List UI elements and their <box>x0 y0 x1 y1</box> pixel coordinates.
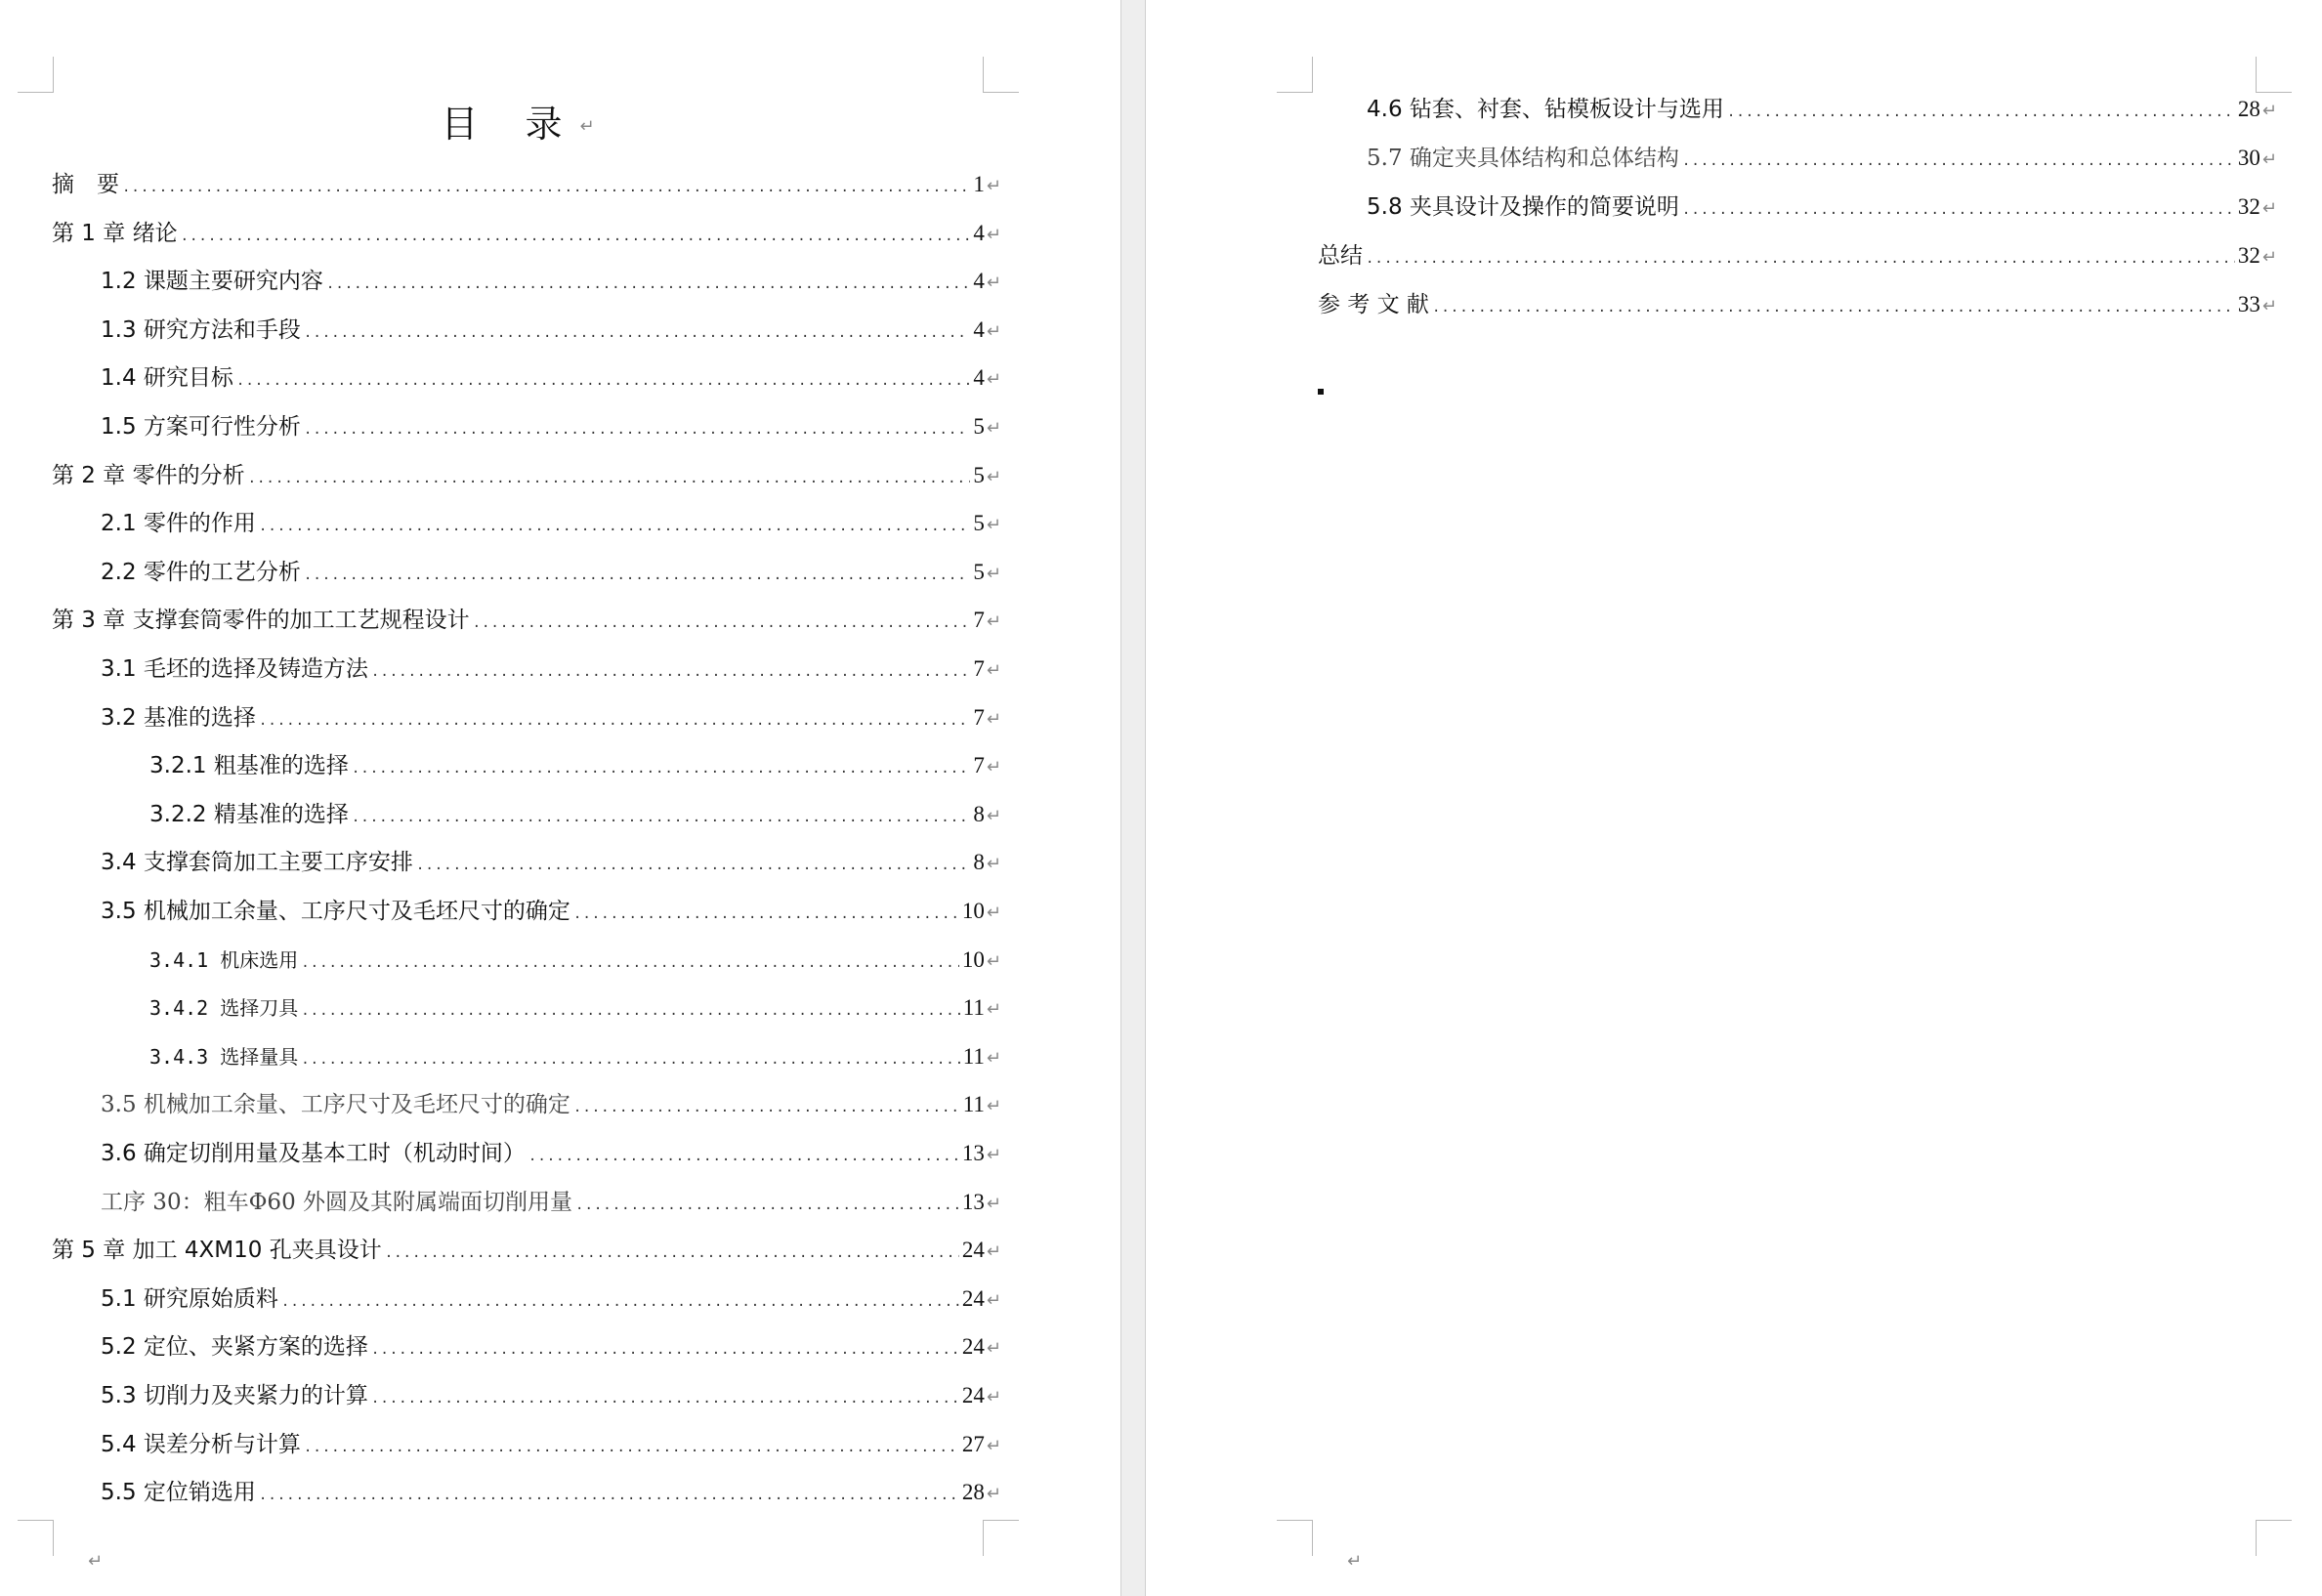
paragraph-mark: ↵ <box>2261 247 2277 268</box>
toc-leader-dots <box>304 317 971 349</box>
paragraph-mark: ↵ <box>986 224 1001 245</box>
paragraph-mark-footer: ↵ <box>88 1551 104 1572</box>
toc-entry[interactable] <box>101 1380 1001 1414</box>
toc-leader-dots <box>236 365 971 397</box>
toc-entry[interactable] <box>101 847 1001 881</box>
paragraph-mark: ↵ <box>986 466 1001 487</box>
toc-entry-page-number: 10 <box>961 946 985 972</box>
paragraph-mark: ↵ <box>986 854 1001 875</box>
toc-entry[interactable] <box>1318 289 2277 323</box>
paragraph-mark: ↵ <box>986 805 1001 826</box>
toc-entry-title: 5.7 确定夹具体结构和总体结构 <box>1367 146 1679 171</box>
toc-entry-title: 5.1 研究原始质料 <box>101 1285 278 1312</box>
toc-entry[interactable] <box>52 460 1001 494</box>
toc-entry[interactable] <box>101 315 1001 349</box>
toc-leader-dots <box>326 269 971 300</box>
toc-entry-title: 5.8 夹具设计及操作的简要说明 <box>1367 194 1679 220</box>
toc-entry[interactable] <box>52 605 1001 639</box>
toc-entry-page-number: 8 <box>973 850 985 875</box>
toc-entry-title: 1.5 方案可行性分析 <box>101 414 301 440</box>
paragraph-mark: ↵ <box>986 1338 1001 1360</box>
toc-entry-page-number: 4 <box>973 269 985 294</box>
toc-leader-dots <box>304 1432 959 1463</box>
toc-entry[interactable] <box>1367 143 2277 177</box>
toc-entry-page-number: 8 <box>973 801 985 826</box>
toc-entry[interactable] <box>149 799 1001 833</box>
toc-entry[interactable] <box>101 1187 1001 1221</box>
margin-corner-top-right <box>2256 57 2292 93</box>
toc-leader-dots <box>301 995 960 1027</box>
toc-entry[interactable] <box>101 508 1001 542</box>
document-page-2 <box>1146 0 2322 1596</box>
toc-leader-dots <box>304 560 971 591</box>
toc-entry-title: 3.4.3 选择量具 <box>149 1044 299 1069</box>
paragraph-mark: ↵ <box>2261 149 2277 170</box>
toc-entry-page-number: 24 <box>961 1383 985 1407</box>
paragraph-mark: ↵ <box>986 660 1001 681</box>
margin-corner-bottom-right <box>983 1520 1019 1556</box>
paragraph-mark: ↵ <box>986 1435 1001 1456</box>
paragraph-mark: ↵ <box>986 320 1001 342</box>
toc-entry-page-number: 7 <box>973 608 985 633</box>
toc-entry[interactable] <box>101 653 1001 688</box>
margin-corner-top-left <box>18 57 54 93</box>
toc-entry-page-number: 4 <box>973 316 985 342</box>
toc-leader-dots <box>122 172 970 203</box>
toc-entry-title: 3.4.1 机床选用 <box>149 947 299 972</box>
toc-entry-title: 第 2 章 零件的分析 <box>52 462 245 488</box>
toc-entry[interactable] <box>52 1235 1001 1269</box>
toc-entry-title: 3.1 毛坯的选择及铸造方法 <box>101 656 368 682</box>
toc-entry-title: 参 考 文 献 <box>1318 292 1429 317</box>
toc-entry[interactable] <box>52 218 1001 252</box>
margin-corner-bottom-left <box>1277 1520 1313 1556</box>
paragraph-mark: ↵ <box>986 176 1001 196</box>
paragraph-mark: ↵ <box>986 708 1001 730</box>
toc-entry-title: 5.5 定位销选用 <box>101 1480 256 1506</box>
toc-entry[interactable] <box>101 896 1001 930</box>
paragraph-mark: ↵ <box>579 116 595 137</box>
toc-entry[interactable] <box>101 1283 1001 1318</box>
toc-entry[interactable] <box>101 1429 1001 1463</box>
paragraph-mark: ↵ <box>2261 296 2277 316</box>
toc-entry-page-number: 32 <box>2237 243 2260 268</box>
toc-entry-title: 1.4 研究目标 <box>101 365 233 392</box>
toc-leader-dots <box>259 705 971 736</box>
toc-entry-page-number: 10 <box>961 899 985 923</box>
toc-leader-dots <box>259 1480 959 1511</box>
toc-entry-page-number: 30 <box>2237 146 2260 170</box>
toc-leader-dots <box>385 1238 959 1269</box>
toc-entry-title: 第 1 章 绪论 <box>52 220 178 246</box>
toc-entry-page-number: 7 <box>973 704 985 730</box>
toc-entry-title: 3.2.1 粗基准的选择 <box>149 753 349 779</box>
toc-entry-title: 3.5 机械加工余量、工序尺寸及毛坯尺寸的确定 <box>101 899 570 924</box>
toc-entry[interactable] <box>101 1477 1001 1511</box>
paragraph-mark: ↵ <box>986 1484 1001 1505</box>
toc-leader-dots <box>301 1044 960 1075</box>
page-gap <box>1120 0 1146 1596</box>
toc-entry[interactable] <box>101 702 1001 736</box>
toc-entry-page-number: 7 <box>973 656 985 681</box>
paragraph-mark: ↵ <box>986 757 1001 778</box>
paragraph-mark: ↵ <box>986 369 1001 391</box>
toc-entry-page-number: 24 <box>961 1238 985 1263</box>
toc-entry-page-number: 1 <box>973 172 985 196</box>
toc-entry-title: 工序 30：粗车Φ60 外圆及其附属端面切削用量 <box>101 1189 573 1215</box>
toc-entry-page-number: 11 <box>962 1043 985 1069</box>
toc-entry-page-number: 11 <box>962 1092 985 1117</box>
toc-entry-page-number: 4 <box>973 220 985 245</box>
toc-leader-dots <box>301 947 959 979</box>
toc-leader-dots <box>304 414 971 445</box>
paragraph-mark: ↵ <box>2261 101 2277 121</box>
toc-leader-dots <box>181 221 971 252</box>
toc-entry[interactable] <box>101 557 1001 591</box>
toc-entry-title: 3.2 基准的选择 <box>101 704 256 731</box>
toc-entry-title: 3.4 支撑套筒加工主要工序安排 <box>101 850 413 876</box>
margin-corner-bottom-right <box>2256 1520 2292 1556</box>
toc-entry-title: 3.6 确定切削用量及基本工时（机动时间） <box>101 1141 526 1166</box>
toc-entry-page-number: 24 <box>961 1334 985 1360</box>
toc-entry[interactable] <box>101 1138 1001 1172</box>
toc-entry-title: 摘 要 <box>52 172 119 197</box>
margin-corner-top-left <box>1277 57 1313 93</box>
toc-leader-dots <box>248 463 971 494</box>
toc-entry-title: 2.2 零件的工艺分析 <box>101 559 301 585</box>
paragraph-mark: ↵ <box>986 1096 1001 1117</box>
toc-entry-title: 5.3 切削力及夹紧力的计算 <box>101 1383 368 1408</box>
toc-title <box>0 94 1035 147</box>
toc-entry-page-number: 5 <box>973 511 985 536</box>
toc-leader-dots <box>371 656 971 688</box>
toc-entry[interactable] <box>149 945 1001 979</box>
toc-entry-page-number: 4 <box>973 365 985 391</box>
toc-entry-page-number: 27 <box>961 1431 985 1456</box>
toc-leader-dots <box>1682 146 2235 177</box>
toc-title-text: 目 录 <box>441 103 580 146</box>
toc-entry[interactable] <box>101 1089 1001 1123</box>
toc-leader-dots <box>1682 194 2235 226</box>
paragraph-mark: ↵ <box>986 1193 1001 1214</box>
document-page-1 <box>0 0 1120 1596</box>
toc-entry[interactable] <box>149 992 1001 1027</box>
toc-entry[interactable] <box>1367 94 2277 128</box>
toc-entry[interactable] <box>1318 240 2277 274</box>
toc-leader-dots <box>575 1190 959 1221</box>
toc-entry-title: 第 3 章 支撑套筒零件的加工工艺规程设计 <box>52 608 470 634</box>
toc-entry-page-number: 7 <box>973 753 985 778</box>
paragraph-mark: ↵ <box>986 1047 1001 1069</box>
paragraph-mark: ↵ <box>986 999 1001 1021</box>
paragraph-mark: ↵ <box>986 1145 1001 1165</box>
toc-entry-page-number: 24 <box>961 1285 985 1311</box>
toc-leader-dots <box>416 850 971 881</box>
paragraph-mark: ↵ <box>986 1241 1001 1263</box>
toc-entry-title: 2.1 零件的作用 <box>101 511 256 537</box>
toc-leader-dots <box>371 1334 959 1365</box>
toc-entry-title: 第 5 章 加工 4XM10 孔夹具设计 <box>52 1238 382 1264</box>
empty-paragraph-bullet <box>1318 389 1324 395</box>
toc-leader-dots <box>573 899 959 930</box>
toc-entry[interactable] <box>149 1041 1001 1075</box>
paragraph-mark: ↵ <box>986 903 1001 923</box>
toc-entry-title: 5.2 定位、夹紧方案的选择 <box>101 1334 368 1361</box>
toc-entry[interactable] <box>52 169 1001 203</box>
paragraph-mark: ↵ <box>986 273 1001 294</box>
toc-leader-dots <box>528 1141 959 1172</box>
toc-entry-page-number: 28 <box>2237 97 2260 121</box>
toc-entry[interactable] <box>1367 191 2277 226</box>
toc-leader-dots <box>259 511 971 542</box>
toc-entry-title: 总结 <box>1318 243 1363 269</box>
paragraph-mark: ↵ <box>2261 198 2277 219</box>
paragraph-mark: ↵ <box>986 1289 1001 1311</box>
toc-entry-page-number: 5 <box>973 462 985 487</box>
toc-entry-page-number: 28 <box>961 1480 985 1505</box>
paragraph-mark: ↵ <box>986 418 1001 439</box>
paragraph-mark: ↵ <box>986 611 1001 633</box>
toc-entry-page-number: 33 <box>2237 292 2260 316</box>
margin-corner-top-right <box>983 57 1019 93</box>
toc-entry-page-number: 13 <box>961 1141 985 1165</box>
toc-leader-dots <box>371 1383 959 1414</box>
toc-leader-dots <box>1366 243 2235 274</box>
toc-entry-title: 4.6 钻套、衬套、钻模板设计与选用 <box>1367 97 1724 122</box>
toc-entry-page-number: 5 <box>973 559 985 584</box>
toc-entry-page-number: 11 <box>962 995 985 1021</box>
toc-entry[interactable] <box>101 411 1001 445</box>
toc-leader-dots <box>281 1286 959 1318</box>
toc-entry-title: 3.5 机械加工余量、工序尺寸及毛坯尺寸的确定 <box>101 1092 570 1118</box>
toc-entry-title: 3.2.2 精基准的选择 <box>149 801 349 827</box>
paragraph-mark: ↵ <box>986 950 1001 972</box>
margin-corner-bottom-left <box>18 1520 54 1556</box>
toc-entry-title: 3.4.2 选择刀具 <box>149 996 299 1021</box>
toc-leader-dots <box>573 1092 960 1123</box>
toc-entry[interactable] <box>101 1331 1001 1365</box>
toc-leader-dots <box>473 608 971 639</box>
toc-leader-dots <box>352 802 971 833</box>
toc-entry[interactable] <box>149 750 1001 784</box>
toc-entry-page-number: 32 <box>2237 194 2260 219</box>
paragraph-mark: ↵ <box>986 515 1001 536</box>
toc-entry-title: 1.2 课题主要研究内容 <box>101 269 323 295</box>
toc-entry[interactable] <box>101 266 1001 300</box>
paragraph-mark: ↵ <box>986 1387 1001 1407</box>
toc-entry-title: 5.4 误差分析与计算 <box>101 1431 301 1457</box>
toc-leader-dots <box>352 753 971 784</box>
toc-entry-title: 1.3 研究方法和手段 <box>101 316 301 343</box>
toc-entry-page-number: 5 <box>973 414 985 439</box>
paragraph-mark: ↵ <box>986 563 1001 584</box>
toc-entry-page-number: 13 <box>961 1189 985 1214</box>
toc-leader-dots <box>1432 292 2235 323</box>
toc-leader-dots <box>1727 97 2235 128</box>
paragraph-mark-footer: ↵ <box>1347 1551 1363 1572</box>
toc-entry[interactable] <box>101 362 1001 397</box>
